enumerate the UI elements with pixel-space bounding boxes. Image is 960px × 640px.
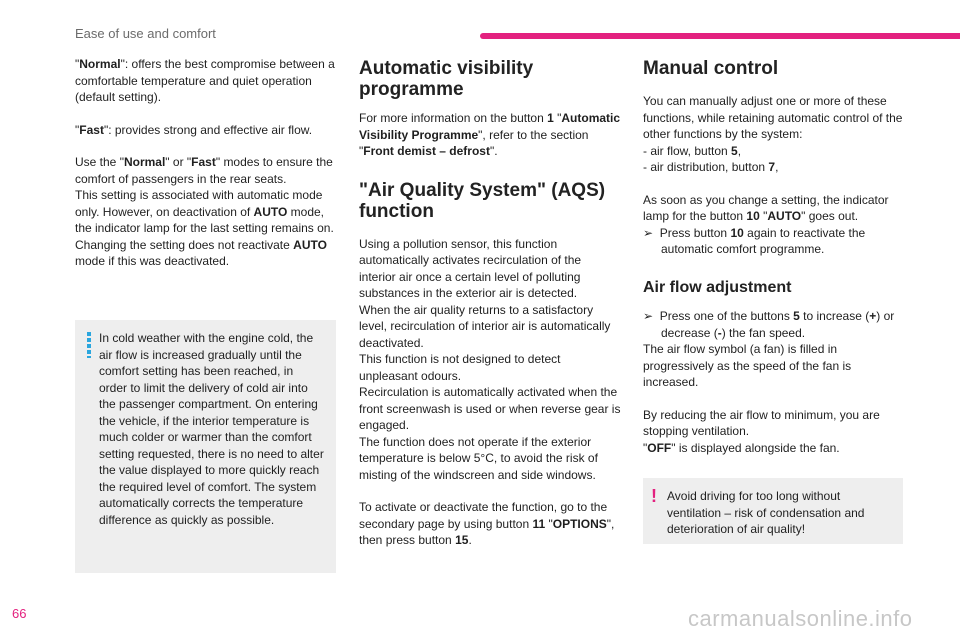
- heading-aqs: "Air Quality System" (AQS) function: [359, 179, 606, 222]
- page-number: 66: [12, 606, 27, 621]
- heading-manual-control: Manual control: [643, 58, 779, 79]
- header-accent-bar: [480, 33, 960, 39]
- heading-air-flow: Air flow adjustment: [643, 278, 792, 296]
- avp-paragraph: For more information on the button 1 "Automatic Visibility Programme", refer to the section "Front demist – defrost".: [359, 111, 621, 158]
- arrow-icon: ➢: [643, 309, 660, 323]
- manual-paragraph: You can manually adjust one or more of these functions, while retaining automatic control of the other functions by the system: - air flow, button 5, - air distribution, button 7,: [643, 94, 903, 174]
- warning-icon: !: [651, 486, 657, 506]
- indicator-paragraph: As soon as you change a setting, the indicator lamp for the button 10 "AUTO" goes out. ➢ Press button 10 again to reactivate the automatic comfort programme.: [643, 192, 905, 258]
- info-note-text: In cold weather with the engine cold, the air flow is increased gradually until the comfort setting has been reached, in order to limit the delivery of cold air into the passenger compartment. On entering the vehicle, if the interior temperature is much colder or warmer than the comfort setting requested, there is no need to alter the value displayed to more quickly reach the required level of comfort. The system automatically corrects the temperature difference as quickly as possible.: [99, 331, 324, 527]
- aqs-paragraph: Using a pollution sensor, this function automatically activates recirculation of the interior air once a certain level of polluting substances in the exterior air is detected. When the air quality returns to a satisfactory level, recirculation of interior air is automatically deactivated. This function is not designed to detect unpleasant odours. Recirculation is automatically activated when the front screenwash is used or when reverse gear is engaged. The function does not operate if the exterior temperature is below 5°C, to avoid the risk of misting of the windscreen and side windows.: [359, 236, 621, 482]
- info-icon: [87, 332, 91, 358]
- section-title: Ease of use and comfort: [75, 26, 216, 41]
- reduce-paragraph: By reducing the air flow to minimum, you are stopping ventilation. "OFF" is displayed alongside the fan.: [643, 407, 880, 455]
- modes-paragraph: Use the "Normal" or "Fast" modes to ensure the comfort of passengers in the rear seats. This setting is associated with automatic mode only. However, on deactivation of AUTO mode, the indicator lamp for the last setting remains on. Changing the setting does not reactivate AUTO mode if this was deactivated.: [75, 155, 334, 268]
- arrow-icon: ➢: [643, 225, 660, 240]
- normal-paragraph: "Normal": offers the best compromise between a comfortable temperature and quiet operation (default setting).: [75, 57, 335, 104]
- flow-instruction: ➢ Press one of the buttons 5 to increase (+) or decrease (-) the fan speed.: [643, 309, 895, 340]
- warning-note-box: [643, 478, 903, 544]
- press-instruction: ➢ Press button 10 again to reactivate the automatic comfort programme.: [643, 225, 866, 256]
- heading-automatic-visibility: Automatic visibility programme: [359, 58, 534, 100]
- watermark: carmanualsonline.info: [688, 606, 913, 631]
- column-3: [643, 56, 905, 472]
- flow-paragraph: ➢ Press one of the buttons 5 to increase (+) or decrease (-) the fan speed. The air flow symbol (a fan) is filled in progressively as the speed of the fan is increased.: [643, 308, 905, 391]
- fast-paragraph: "Fast": provides strong and effective air flow.: [75, 122, 313, 137]
- column-1: [75, 56, 337, 270]
- activate-paragraph: To activate or deactivate the function, go to the secondary page by using button 11 "OPTIONS", then press button 15.: [359, 500, 615, 547]
- info-note-box: [75, 320, 336, 573]
- column-2: [359, 56, 621, 565]
- warning-note-text: Avoid driving for too long without ventilation – risk of condensation and deterioration of air quality!: [667, 489, 865, 536]
